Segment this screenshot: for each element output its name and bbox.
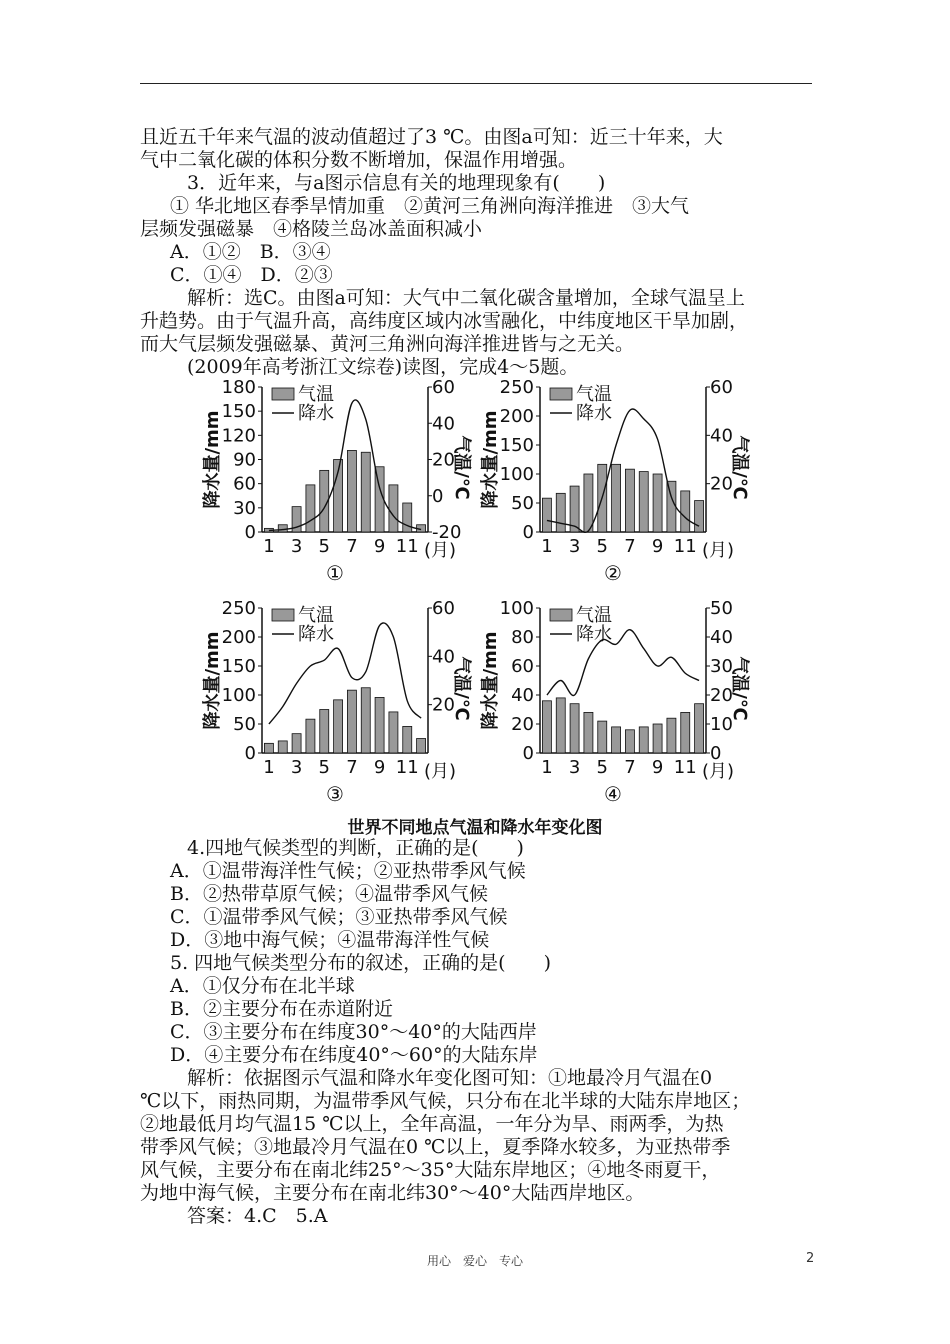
legend-temp-swatch (550, 388, 572, 400)
legend-temp-swatch (272, 388, 294, 400)
x-unit-label: (月) (702, 540, 735, 561)
y-right-title: 气温/℃ (451, 435, 472, 500)
y-right-tick-label: 0 (432, 485, 444, 507)
y-right-tick-label: 60 (432, 598, 455, 619)
y-left-tick-label: 120 (221, 425, 256, 447)
y-left-tick-label: 80 (511, 627, 534, 648)
x-tick-label: 9 (373, 536, 386, 557)
y-left-tick-label: 50 (511, 493, 534, 514)
y-left-tick-label: 100 (221, 685, 256, 706)
temperature-bar (556, 493, 565, 532)
chart-number-label: ① (326, 561, 344, 585)
temperature-bar (542, 498, 551, 532)
x-tick-label: 1 (263, 757, 275, 778)
x-tick-label: 1 (541, 757, 553, 778)
y-left-tick-label: 150 (499, 435, 534, 456)
temperature-bar (403, 726, 412, 753)
x-tick-label: 9 (373, 757, 386, 778)
temperature-bar (347, 690, 356, 753)
choice-line: C．①④ D．②③ (170, 264, 333, 286)
x-tick-label: 11 (395, 757, 419, 778)
temperature-bar (347, 450, 356, 532)
temperature-bar (306, 719, 315, 753)
y-left-title: 降水量/mm (480, 631, 501, 730)
analysis-line: 解析：选C。由图a可知：大气中二氧化碳含量增加，全球气温呈上 (187, 287, 745, 309)
question-5: 5. 四地气候类型分布的叙述，正确的是( ) (170, 952, 551, 974)
temperature-bar (695, 501, 704, 532)
x-tick-label: 7 (346, 536, 358, 557)
temperature-bar (625, 469, 634, 532)
text-line: 气中二氧化碳的体积分数不断增加，保温作用增强。 (140, 149, 578, 171)
temperature-bar (584, 474, 593, 532)
x-tick-label: 11 (673, 757, 697, 778)
y-right-tick-label: -20 (432, 522, 462, 543)
x-tick-label: 7 (624, 536, 636, 557)
y-left-tick-label: 100 (499, 464, 534, 485)
y-left-tick-label: 30 (233, 497, 256, 519)
temperature-bar (403, 503, 412, 532)
x-tick-label: 3 (568, 536, 581, 557)
analysis-line: ②地最低月均气温15 ℃以上，全年高温，一年分为旱、雨两季，为热 (140, 1113, 724, 1135)
temperature-bar (306, 485, 315, 532)
choice-line: B．②热带草原气候；④温带季风气候 (170, 883, 488, 905)
chart-number-label: ③ (326, 782, 344, 806)
analysis-line: 为地中海气候，主要分布在南北纬30°～40°大陆西岸地区。 (140, 1182, 645, 1204)
temperature-bar (334, 700, 343, 753)
x-tick-label: 3 (290, 757, 303, 778)
question-3: 3．近年来，与a图示信息有关的地理现象有( ) (187, 172, 606, 194)
temperature-bar (612, 464, 621, 532)
temperature-bar (653, 474, 662, 532)
x-tick-label: 3 (290, 536, 303, 557)
y-right-tick-label: 50 (710, 598, 733, 619)
legend-temp-swatch (550, 609, 572, 621)
temperature-bar (695, 704, 704, 753)
y-right-title: 气温/℃ (729, 435, 750, 500)
option-line: 层频发强磁暴 ④格陵兰岛冰盖面积减小 (140, 218, 483, 240)
y-left-tick-label: 150 (221, 401, 256, 423)
y-left-tick-label: 90 (233, 449, 256, 471)
x-tick-label: 5 (596, 757, 608, 778)
page-number: 2 (806, 1251, 815, 1266)
y-left-title: 降水量/mm (202, 410, 223, 509)
choice-line: C．③主要分布在纬度30°～40°的大陆西岸 (170, 1021, 537, 1043)
x-tick-label: 7 (346, 757, 358, 778)
y-left-tick-label: 200 (499, 406, 534, 427)
answer-line: 答案：4.C 5.A (187, 1205, 328, 1227)
text-line: 且近五千年来气温的波动值超过了3 ℃。由图a可知：近三十年来，大 (140, 126, 723, 148)
y-left-tick-label: 60 (511, 656, 534, 677)
x-unit-label: (月) (424, 540, 457, 561)
analysis-line: 风气候，主要分布在南北纬25°～35°大陆东岸地区；④地冬雨夏干， (140, 1159, 721, 1181)
y-right-tick-label: 20 (710, 473, 733, 495)
choice-line: A．①仅分布在北半球 (170, 975, 355, 997)
temperature-bar (584, 712, 593, 753)
x-tick-label: 11 (395, 536, 419, 557)
temperature-bar (681, 712, 690, 753)
y-left-tick-label: 150 (221, 656, 256, 677)
legend-temp-swatch (272, 609, 294, 621)
temperature-bar (639, 727, 648, 753)
temperature-bar (264, 743, 273, 753)
choice-line: A．①温带海洋性气候；②亚热带季风气候 (170, 860, 526, 882)
y-left-tick-label: 0 (244, 743, 256, 764)
y-left-tick-label: 60 (233, 473, 256, 495)
y-right-tick-label: 60 (432, 377, 455, 398)
source-line: (2009年高考浙江文综卷)读图，完成4～5题。 (187, 356, 579, 378)
analysis-line: 而大气层频发强磁暴、黄河三角洲向海洋推进皆与之无关。 (140, 333, 635, 355)
temperature-bar (375, 697, 384, 753)
x-tick-label: 9 (651, 536, 664, 557)
chart-1 (200, 375, 472, 585)
y-left-tick-label: 250 (499, 377, 534, 398)
header-rule (140, 83, 812, 84)
chart-number-label: ④ (604, 782, 622, 806)
y-left-tick-label: 50 (233, 714, 256, 735)
y-right-tick-label: 20 (432, 694, 455, 716)
x-tick-label: 5 (318, 757, 330, 778)
temperature-bar (639, 472, 648, 532)
legend-precip-label: 降水 (576, 403, 612, 424)
temperature-bar (612, 727, 621, 753)
x-tick-label: 7 (624, 757, 636, 778)
chart-3 (200, 596, 472, 806)
analysis-line: ℃以下，雨热同期，为温带季风气候，只分布在北半球的大陆东岸地区； (140, 1090, 751, 1112)
temperature-bar (653, 724, 662, 753)
y-left-tick-label: 0 (522, 743, 534, 764)
y-left-tick-label: 250 (221, 598, 256, 619)
chart-4 (478, 596, 750, 806)
figure-caption: 世界不同地点气温和降水年变化图 (347, 818, 603, 838)
choice-line: B．②主要分布在赤道附近 (170, 998, 393, 1020)
choice-line: A．①② B．③④ (170, 241, 331, 263)
y-left-tick-label: 0 (522, 522, 534, 543)
chart-number-label: ② (604, 561, 622, 585)
y-right-title: 气温/℃ (451, 656, 472, 721)
legend-temp-label: 气温 (298, 384, 334, 405)
temperature-bar (361, 688, 370, 753)
y-right-tick-label: 40 (710, 425, 733, 447)
y-left-tick-label: 40 (511, 685, 534, 706)
y-left-tick-label: 180 (221, 377, 256, 398)
temperature-bar (389, 485, 398, 532)
legend-temp-label: 气温 (298, 605, 334, 626)
legend-precip-label: 降水 (298, 403, 334, 424)
x-unit-label: (月) (424, 761, 457, 782)
y-left-tick-label: 200 (221, 627, 256, 648)
y-right-tick-label: 0 (710, 743, 722, 764)
x-tick-label: 1 (263, 536, 275, 557)
analysis-line: 升趋势。由于气温升高，高纬度区域内冰雪融化，中纬度地区干旱加剧， (140, 310, 749, 332)
temperature-bar (361, 452, 370, 532)
x-tick-label: 1 (541, 536, 553, 557)
temperature-bar (278, 741, 287, 753)
y-left-tick-label: 20 (511, 714, 534, 735)
y-left-title: 降水量/mm (480, 410, 501, 509)
y-right-tick-label: 10 (710, 714, 733, 735)
legend-temp-label: 气温 (576, 605, 612, 626)
y-right-tick-label: 40 (710, 627, 733, 648)
question-4: 4.四地气候类型的判断，正确的是( ) (187, 837, 524, 859)
temperature-bar (681, 491, 690, 532)
choice-line: D．④主要分布在纬度40°～60°的大陆东岸 (170, 1044, 538, 1066)
x-tick-label: 11 (673, 536, 697, 557)
legend-precip-label: 降水 (576, 624, 612, 645)
temperature-bar (556, 698, 565, 753)
x-unit-label: (月) (702, 761, 735, 782)
y-right-tick-label: 20 (710, 685, 733, 706)
chart-2 (478, 375, 750, 585)
analysis-line: 带季风气候；③地最冷月气温在0 ℃以上，夏季降水较多，为亚热带季 (140, 1136, 731, 1158)
y-right-tick-label: 30 (710, 656, 733, 677)
y-right-title: 气温/℃ (729, 656, 750, 721)
legend-temp-label: 气温 (576, 384, 612, 405)
temperature-bar (320, 710, 329, 754)
y-right-tick-label: 40 (432, 646, 455, 668)
y-left-title: 降水量/mm (202, 631, 223, 730)
x-tick-label: 9 (651, 757, 664, 778)
analysis-line: 解析：依据图示气温和降水年变化图可知：①地最冷月气温在0 (187, 1067, 713, 1089)
temperature-bar (625, 730, 634, 753)
y-right-tick-label: 40 (432, 413, 455, 435)
temperature-bar (278, 525, 287, 532)
x-tick-label: 3 (568, 757, 581, 778)
footer-slogan: 用心 爱心 专心 (426, 1254, 523, 1268)
x-tick-label: 5 (318, 536, 330, 557)
option-line: ① 华北地区春季旱情加重 ②黄河三角洲向海洋推进 ③大气 (170, 195, 690, 217)
temperature-bar (598, 721, 607, 753)
legend-precip-label: 降水 (298, 624, 334, 645)
y-right-tick-label: 60 (710, 377, 733, 398)
choice-line: C．①温带季风气候；③亚热带季风气候 (170, 906, 508, 928)
temperature-bar (570, 704, 579, 753)
x-tick-label: 5 (596, 536, 608, 557)
precipitation-line (269, 623, 421, 724)
y-right-tick-label: 20 (432, 449, 455, 471)
temperature-bar (292, 734, 301, 753)
temperature-bar (389, 712, 398, 753)
temperature-bar (667, 481, 676, 532)
precipitation-line (547, 630, 699, 696)
temperature-bar (667, 718, 676, 753)
choice-line: D．③地中海气候；④温带海洋性气候 (170, 929, 490, 951)
temperature-bar (417, 739, 426, 754)
temperature-bar (542, 701, 551, 753)
y-left-tick-label: 100 (499, 598, 534, 619)
y-left-tick-label: 0 (244, 522, 256, 543)
